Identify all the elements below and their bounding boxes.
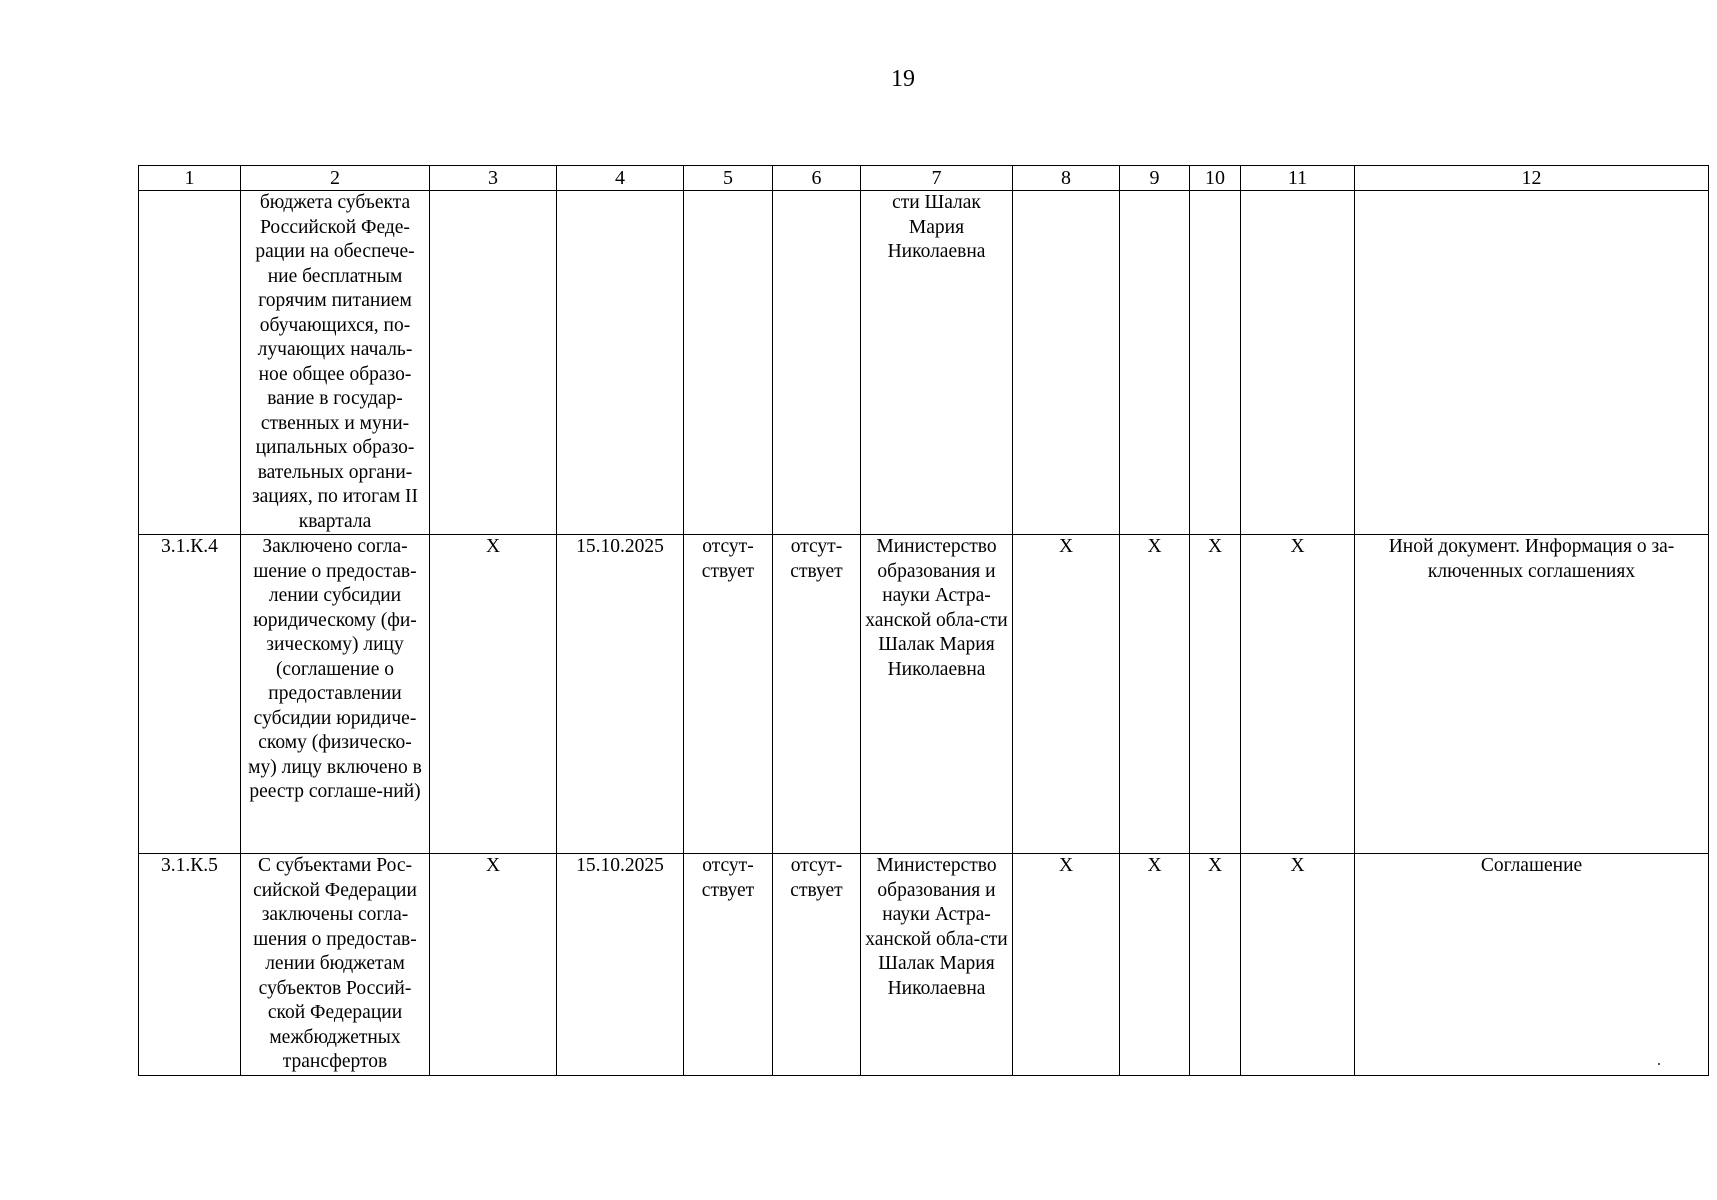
cell-col5: отсут-ствует: [684, 535, 773, 854]
column-header-8: 8: [1013, 166, 1120, 191]
cell-col10: X: [1190, 854, 1241, 1076]
cell-col11: X: [1241, 854, 1355, 1076]
column-header-10: 10: [1190, 166, 1241, 191]
column-header-11: 11: [1241, 166, 1355, 191]
cell-col9: [1120, 191, 1190, 535]
column-header-5: 5: [684, 166, 773, 191]
cell-document: Иной документ. Информация о за-ключенных соглашениях: [1355, 535, 1709, 854]
cell-date: [557, 191, 684, 535]
scan-speck: [1658, 1063, 1660, 1065]
page-number: 19: [891, 66, 915, 92]
column-header-6: 6: [773, 166, 861, 191]
column-header-12: 12: [1355, 166, 1709, 191]
column-header-7: 7: [861, 166, 1013, 191]
cell-col8: [1013, 191, 1120, 535]
cell-responsible: сти Шалак Мария Николаевна: [861, 191, 1013, 535]
cell-id: 3.1.К.5: [139, 854, 241, 1076]
column-header-3: 3: [430, 166, 557, 191]
cell-col10: [1190, 191, 1241, 535]
cell-col6: отсут-ствует: [773, 535, 861, 854]
column-header-9: 9: [1120, 166, 1190, 191]
cell-col8: X: [1013, 535, 1120, 854]
cell-description: бюджета субъекта Российской Феде-рации на обеспече-ние бесплатным горячим питанием обучающихся, по-лучающих началь-ное общее образо-вание в государ-ственных и муни-ципальных образо-вательных органи-зациях, по итогам II квартала: [241, 191, 430, 535]
column-header-4: 4: [557, 166, 684, 191]
cell-col3: X: [430, 854, 557, 1076]
cell-document: [1355, 191, 1709, 535]
cell-description: Заключено согла-шение о предостав-лении субсидии юридическому (фи-зическому) лицу (соглашение о предоставлении субсидии юридиче-скому (физическо-му) лицу включено в реестр соглаше-ний): [241, 535, 430, 854]
cell-document: Соглашение: [1355, 854, 1709, 1076]
cell-col10: X: [1190, 535, 1241, 854]
cell-col5: [684, 191, 773, 535]
cell-col9: X: [1120, 535, 1190, 854]
cell-date: 15.10.2025: [557, 535, 684, 854]
column-header-2: 2: [241, 166, 430, 191]
cell-date: 15.10.2025: [557, 854, 684, 1076]
cell-col3: X: [430, 535, 557, 854]
cell-col6: отсут-ствует: [773, 854, 861, 1076]
column-header-1: 1: [139, 166, 241, 191]
cell-col11: X: [1241, 535, 1355, 854]
cell-id: 3.1.К.4: [139, 535, 241, 854]
cell-responsible: Министерство образования и науки Астра-ханской обла-сти Шалак Мария Николаевна: [861, 535, 1013, 854]
report-table: [138, 165, 1709, 1076]
cell-description: С субъектами Рос-сийской Федерации заключены согла-шения о предостав-лении бюджетам субъектов Россий-ской Федерации межбюджетных трансфертов: [241, 854, 430, 1076]
cell-col5: отсут-ствует: [684, 854, 773, 1076]
cell-col9: X: [1120, 854, 1190, 1076]
cell-col3: [430, 191, 557, 535]
cell-responsible: Министерство образования и науки Астра-ханской обла-сти Шалак Мария Николаевна: [861, 854, 1013, 1076]
cell-col6: [773, 191, 861, 535]
table-row-3-1-k-5: [139, 854, 1709, 1076]
cell-col11: [1241, 191, 1355, 535]
cell-id: [139, 191, 241, 535]
cell-col8: X: [1013, 854, 1120, 1076]
table-row-continuation: [139, 191, 1709, 535]
table-row-3-1-k-4: [139, 535, 1709, 854]
header-row: [139, 166, 1709, 191]
